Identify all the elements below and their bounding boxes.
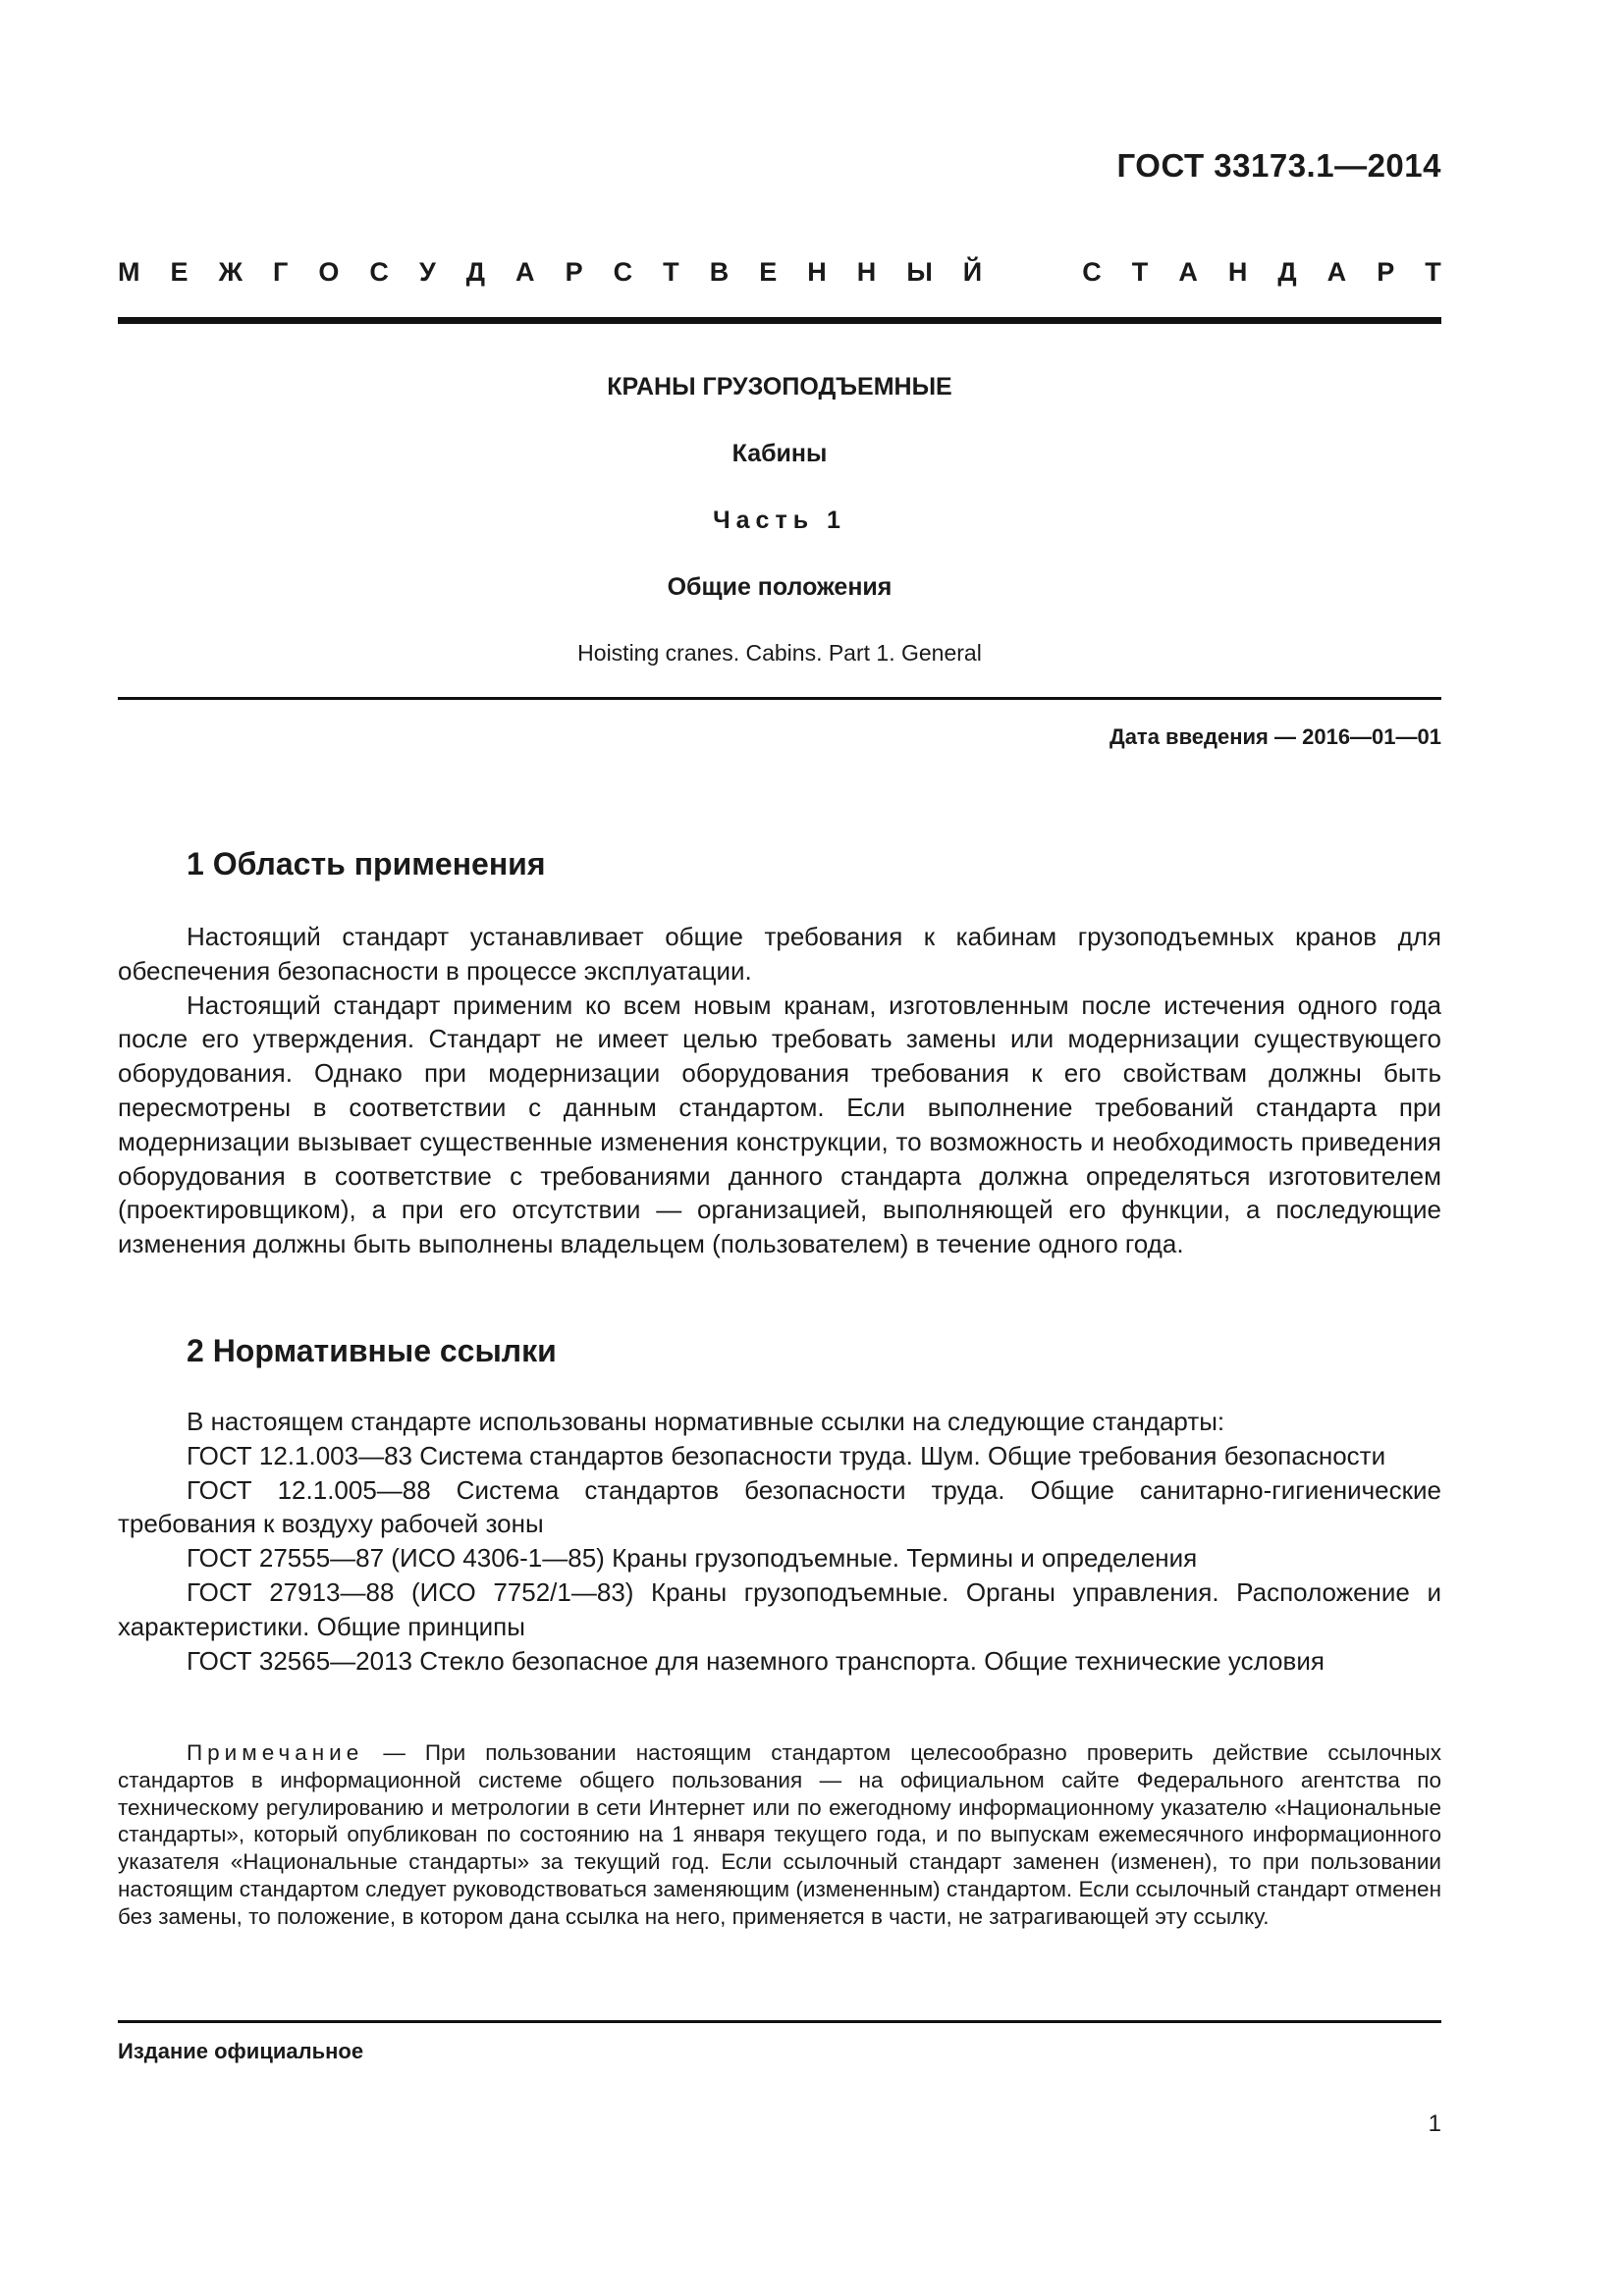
standard-type-letter: Р [1377, 257, 1395, 287]
paragraph: Настоящий стандарт устанавливает общие требования к кабинам грузоподъемных кранов для обеспечения безопасности в процессе эксплуатации. [118, 922, 1441, 986]
standard-type-letter: М [118, 257, 140, 287]
standard-type-letter: Д [465, 257, 486, 287]
section-2-body [118, 1405, 1441, 1678]
standard-type-letter: Е [170, 257, 189, 287]
document-part: Часть 1 [713, 507, 846, 534]
standard-type-letter: С [369, 257, 389, 287]
document-part-title: Общие положения [667, 573, 893, 601]
standard-type-letter: А [1178, 257, 1198, 287]
reference-item: ГОСТ 12.1.005—88 Система стандартов безопасности труда. Общие санитарно-гигиенические требования к воздуху рабочей зоны [118, 1474, 1441, 1539]
standard-type-letter: У [418, 257, 436, 287]
standard-type-letter: С [1082, 257, 1102, 287]
note-text: — При пользовании настоящим стандартом целесообразно проверить действие ссылочных стандартов в информационной системе общего пользования — на официальном сайте Федерального агентства по техническому регулированию и метрологии в сети Интернет или по ежегодному информационному указателю «Национальные стандарты», который опубликован по состоянию на 1 января текущего года, и по выпускам ежемесячного информационного указателя «Национальные стандарты» за текущий год. Если ссылочный стандарт заменен (изменен), то при пользовании настоящим стандартом следует руководствоваться заменяющим (измененным) стандартом. Если ссылочный стандарт отменен без замены, то положение, в котором дана ссылка на него, применяется в части, не затрагивающей эту ссылку. [118, 1740, 1441, 1929]
standard-type-heading [118, 257, 1441, 288]
word-gap [1012, 257, 1052, 288]
section-2-heading: 2 Нормативные ссылки [187, 1333, 557, 1368]
page-number: 1 [1428, 2110, 1441, 2137]
standard-type-letter: Т [1425, 257, 1441, 287]
standard-type-letter: В [709, 257, 730, 287]
title-divider [118, 697, 1441, 700]
standard-type-letter: А [1326, 257, 1347, 287]
standard-type-letter: Й [962, 257, 983, 287]
edition-label: Издание официальное [118, 2039, 364, 2063]
english-title: Hoisting cranes. Cabins. Part 1. General [577, 640, 982, 666]
standard-type-letter: С [613, 257, 633, 287]
footer-divider [118, 2020, 1441, 2023]
reference-item: ГОСТ 27913—88 (ИСО 7752/1—83) Краны грузоподъемные. Органы управления. Расположение и характеристики. Общие принципы [118, 1576, 1441, 1641]
reference-item: ГОСТ 27555—87 (ИСО 4306-1—85) Краны грузоподъемные. Термины и определения [187, 1543, 1198, 1574]
standard-type-letter: Е [759, 257, 778, 287]
standard-type-letter: Т [663, 257, 679, 287]
note [118, 1739, 1441, 1931]
document-title: КРАНЫ ГРУЗОПОДЪЕМНЫЕ [607, 373, 952, 400]
header-divider [118, 317, 1441, 324]
note-label: Примечание [187, 1740, 364, 1765]
standard-type-letter: А [515, 257, 535, 287]
reference-item: ГОСТ 32565—2013 Стекло безопасное для наземного транспорта. Общие технические условия [187, 1645, 1325, 1676]
section-1-heading: 1 Область применения [187, 846, 546, 881]
standard-type-letter: Г [273, 257, 289, 287]
standard-type-letter: О [318, 257, 340, 287]
standard-type-letter: Н [1227, 257, 1248, 287]
standard-type-letter: Ы [906, 257, 933, 287]
standard-type-letter: Ж [218, 257, 243, 287]
standard-type-letter: Н [856, 257, 877, 287]
introduction-date: Дата введения — 2016—01—01 [1109, 724, 1441, 749]
document-subtitle: Кабины [731, 440, 828, 467]
paragraph: В настоящем стандарте использованы нормативные ссылки на следующие стандарты: [187, 1407, 1225, 1436]
section-1-body [118, 920, 1441, 1261]
document-number: ГОСТ 33173.1—2014 [1116, 147, 1441, 184]
standard-type-letter: Н [807, 257, 827, 287]
standard-type-letter: Д [1277, 257, 1297, 287]
paragraph: Настоящий стандарт применим ко всем новым кранам, изготовленным после истечения одного года после его утверждения. Стандарт не имеет целью требовать замены или модернизации существующего оборудования. Однако при модернизации оборудования требования к его свойствам должны быть пересмотрены в соответствии с данным стандартом. Если выполнение требований стандарта при модернизации вызывает существенные изменения конструкции, то возможность и необходимость приведения оборудования в соответствие с требованиями данного стандарта должна определяться изготовителем (проектировщиком), а при его отсутствии — организацией, выполняющей его функции, а последующие изменения должны быть выполнены владельцем (пользователем) в течение одного года. [118, 989, 1441, 1259]
note-paragraph [118, 1739, 1441, 1931]
reference-item: ГОСТ 12.1.003—83 Система стандартов безопасности труда. Шум. Общие требования безопасности [187, 1440, 1386, 1470]
standard-type-letter: Т [1131, 257, 1149, 287]
standard-type-letter: Р [565, 257, 583, 287]
